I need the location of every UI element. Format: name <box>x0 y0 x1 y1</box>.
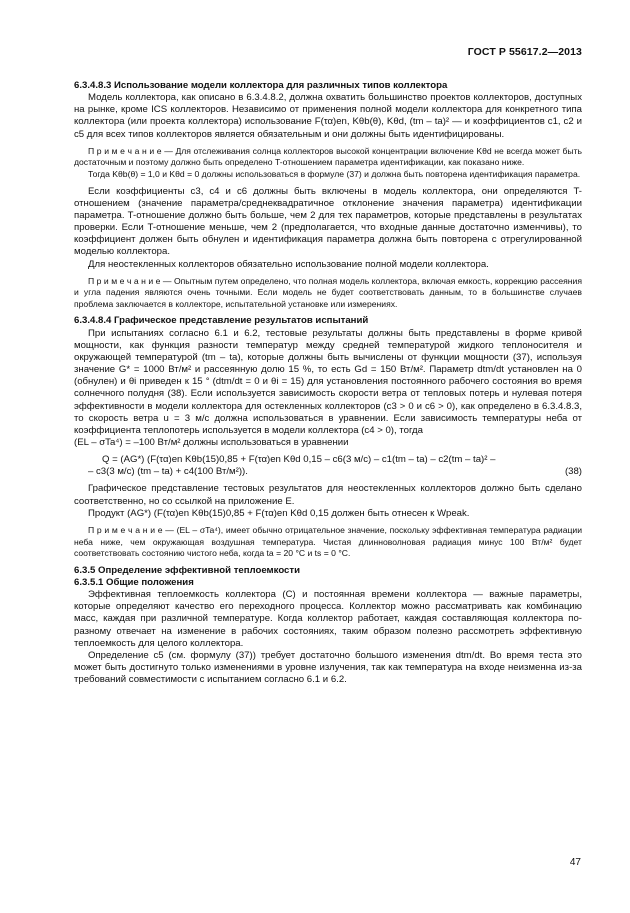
note <box>74 525 582 560</box>
note-label: П р и м е ч а н и е — <box>88 275 172 286</box>
formula-number: (38) <box>564 466 582 478</box>
standard-header: ГОСТ Р 55617.2—2013 <box>467 46 582 58</box>
section-title-6-3-5-1: 6.3.5.1 Общие положения <box>74 576 194 588</box>
note <box>74 146 582 169</box>
formula-line: Q = (AG*) (F(τα)en Kθb(15)0,85 + F(τα)en Kθd 0,15 – c6(3 м/с) – c1(tm – ta) – c2(tm – ta)² – <box>102 454 496 466</box>
paragraph-tail: (EL – σTa⁴) = –100 Вт/м² должны использоваться в уравнении <box>74 437 349 448</box>
note-continuation: Тогда Kθb(θ) = 1,0 и Kθd = 0 должны использоваться в формуле (37) и должна быть повторена идентификация параметра. <box>88 168 581 179</box>
section-title-6-3-4-8-3: 6.3.4.8.3 Использование модели коллектора для различных типов коллектора <box>74 80 448 91</box>
paragraph: Модель коллектора, как описано в 6.3.4.8.2, должна охватить большинство проектов коллекторов, доступных на рынке, кроме ICS коллекторов. Независимо от применения полной модели коллектора для конкретного типа коллектора (или проекта коллектора) использование F(τα)en, Kθb(θ), Kθd, (tm – ta)² — и коэффициентов c1, c2 и c5 для всех типов коллекторов является обязательным и они должны быть идентифицированы. <box>74 92 582 140</box>
note-label: П р и м е ч а н и е — <box>88 524 174 535</box>
formula-row <box>74 466 582 478</box>
section-title-6-3-5: 6.3.5 Определение эффективной теплоемкости <box>74 564 300 576</box>
paragraph: Продукт (AG*) (F(τα)en Kθb(15)0,85 + F(τα)en Kθd 0,15 должен быть отнесен к Wpeak. <box>88 507 470 519</box>
note <box>74 276 582 311</box>
paragraph: Определение c5 (см. формулу (37)) требует достаточно большого изменения dtm/dt. Во время теста это может быть достигнуто только изменениями в уровне излучения, так как температура на входе неизменна из-за требований совместимости с испытанием согласно 6.1 и 6.2. <box>74 649 582 686</box>
note-text: Опытным путем определено, что полная модель коллектора, включая емкость, коррекцию рассеяния и угла падения являются очень точными. Если модель не будет соответствовать данным, то в большинстве случаев проблема заключается в коллекторе, испытательной установке или измерениях. <box>74 275 582 309</box>
note-text: Для отслеживания солнца коллекторов высокой концентрации включение Kθd не всегда может быть достаточным и поэтому должно быть определено T-отношением параметра идентификации, как показано ниже. <box>74 145 583 168</box>
paragraph: Для неостекленных коллекторов обязательно использование полной модели коллектора. <box>88 258 489 270</box>
section-title-6-3-4-8-4: 6.3.4.8.4 Графическое представление результатов испытаний <box>74 315 369 327</box>
paragraph: Если коэффициенты c3, c4 и c6 должны быть включены в модель коллектора, они определяются T-отношением (значение параметра/среднеквадратичное отклонение значения параметра) идентификации параметра. T-отношение должно быть больше, чем 2 для тех параметров, которые представлены в результатах проверки. Если T-отношение меньше, чем 2 (предполагается, что входные данные достаточно изменчивы), то коэффициент должен быть обнулен и идентификация параметра должна быть повторена с отрегулированной моделью коллектора. <box>74 185 582 258</box>
page-content <box>74 80 582 686</box>
paragraph: При испытаниях согласно 6.1 и 6.2, тестовые результаты должны быть представлены в форме кривой мощности, как функция разности температур между средней температурой жидкого теплоносителя и окружающей температурой (tm – ta), которые должны быть вычислены от функции мощности (37), используя значение G* = 1000 Вт/м² и рассеянную долю 15 %, то есть Gd = 150 Вт/м². Параметр dtm/dt установлен на 0 (обнулен) и θi приведен к 15 ° (dtm/dt = 0 и θi = 15) для установления постоянного рабочего состояния во время солнечного полудня (38). Если используется зависимость скорости ветра от тепловых потерь и нулевая потеря эффективности в модели коллектора для остекленных коллекторов (c3 > 0 и c6 > 0), как определено в 6.3.4.8.3, то скорость ветра u = 3 м/с должна использоваться в уравнении. Если зависимость температуры неба от коэффициента теплопотерь используется в модели коллектора (c4 > 0), тогда <box>74 327 582 436</box>
paragraph: Эффективная теплоемкость коллектора (C) и постоянная времени коллектора — важные параметры, которые определяют качество его переходного процесса. Коллектор можно рассматривать как комбинацию масс, каждая при различной температуре. Когда коллектор работает, каждая составляющая коллектора по-разному отвечает на изменение в рабочих состояниях, таким образом полезно рассмотреть эффективную теплоемкость для целого коллектора. <box>74 589 582 649</box>
note-text: (EL – σTa⁴), имеет обычно отрицательное значение, поскольку эффективная температура радиации неба ниже, чем окружающая воздушная температура. Чистая длинноволновая радиация минус 100 Вт/м² будет соответствовать состоянию чистого неба, когда ta = 20 °С и ts = 0 °С. <box>74 524 583 559</box>
page-number: 47 <box>569 857 581 868</box>
paragraph: Графическое представление тестовых результатов для неостекленных коллекторов должно быть сделано соответственно, но со ссылкой на приложение Е. <box>74 483 582 507</box>
note-label: П р и м е ч а н и е — <box>88 145 173 156</box>
formula-line: – c3(3 м/с) (tm – ta) + c4(100 Вт/м²)). <box>88 466 248 478</box>
